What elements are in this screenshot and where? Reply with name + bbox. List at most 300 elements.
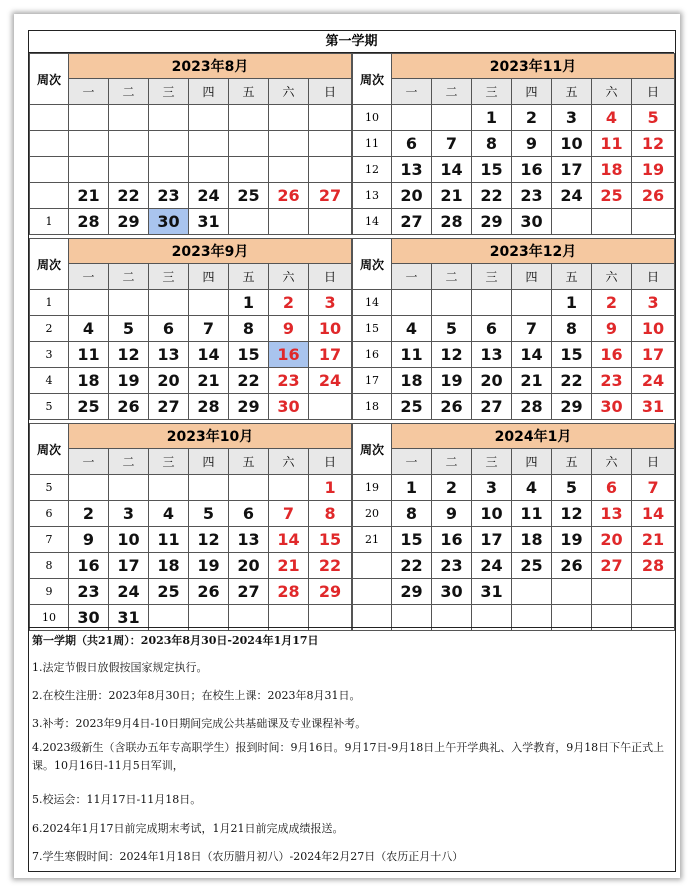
weekday-header: 三 <box>472 264 512 290</box>
day-cell: 25 <box>149 579 189 605</box>
weekday-header: 一 <box>392 264 432 290</box>
weekday-header: 一 <box>69 79 109 105</box>
day-cell: 29 <box>229 394 269 420</box>
week-number <box>30 131 69 157</box>
month-table-6 <box>352 423 675 631</box>
weekday-header: 五 <box>552 449 592 475</box>
day-cell: 22 <box>552 368 592 394</box>
day-cell: 21 <box>512 368 552 394</box>
day-cell: 9 <box>432 501 472 527</box>
day-cell: 24 <box>472 553 512 579</box>
day-cell: 20 <box>392 183 432 209</box>
day-cell: 4 <box>592 105 632 131</box>
note-7: 7.学生寒假时间：2024年1月18日（农历腊月初八）-2024年2月27日（农历正月十八） <box>32 850 464 863</box>
day-cell: 21 <box>189 368 229 394</box>
day-cell: 14 <box>269 527 309 553</box>
week-row <box>353 394 675 420</box>
day-cell: 15 <box>309 527 352 553</box>
week-row <box>353 316 675 342</box>
day-cell: 25 <box>512 553 552 579</box>
empty-day-cell <box>392 105 432 131</box>
day-cell: 8 <box>309 501 352 527</box>
empty-day-cell <box>632 579 675 605</box>
week-row <box>30 290 352 316</box>
day-cell: 11 <box>592 131 632 157</box>
day-cell: 26 <box>632 183 675 209</box>
empty-day-cell <box>189 105 229 131</box>
week-row <box>353 527 675 553</box>
day-cell: 18 <box>512 527 552 553</box>
day-cell: 23 <box>69 579 109 605</box>
week-number <box>30 183 69 209</box>
weekday-header: 四 <box>189 264 229 290</box>
week-number: 18 <box>353 394 392 420</box>
day-cell: 24 <box>109 579 149 605</box>
empty-day-cell <box>269 105 309 131</box>
note-5: 5.校运会：11月17日-11月18日。 <box>32 793 202 806</box>
weekday-header: 二 <box>432 449 472 475</box>
week-row <box>30 131 352 157</box>
day-cell: 23 <box>149 183 189 209</box>
day-cell: 18 <box>392 368 432 394</box>
month-header: 2023年12月 <box>392 239 675 264</box>
week-number: 6 <box>30 501 69 527</box>
day-cell: 27 <box>309 183 352 209</box>
day-cell: 5 <box>189 501 229 527</box>
weekday-header: 一 <box>69 449 109 475</box>
week-number <box>353 553 392 579</box>
day-cell: 16 <box>512 157 552 183</box>
day-cell: 4 <box>392 316 432 342</box>
note-3: 3.补考：2023年9月4日-10日期间完成公共基础课及专业课程补考。 <box>32 717 367 730</box>
empty-day-cell <box>472 290 512 316</box>
day-cell: 26 <box>189 579 229 605</box>
month-table-4 <box>352 238 675 420</box>
empty-day-cell <box>69 475 109 501</box>
empty-day-cell <box>432 290 472 316</box>
week-number: 13 <box>353 183 392 209</box>
day-cell: 12 <box>109 342 149 368</box>
empty-day-cell <box>592 209 632 235</box>
day-cell: 7 <box>189 316 229 342</box>
empty-day-cell <box>309 157 352 183</box>
day-cell: 15 <box>472 157 512 183</box>
day-cell: 30 <box>269 394 309 420</box>
week-number: 8 <box>30 553 69 579</box>
day-cell: 21 <box>632 527 675 553</box>
day-cell: 17 <box>552 157 592 183</box>
week-row <box>30 475 352 501</box>
day-cell: 20 <box>149 368 189 394</box>
day-cell: 29 <box>472 209 512 235</box>
weekday-header: 一 <box>392 449 432 475</box>
empty-day-cell <box>69 105 109 131</box>
week-column-header: 周次 <box>30 54 69 105</box>
empty-day-cell <box>109 131 149 157</box>
day-cell: 30 <box>592 394 632 420</box>
weekday-header: 六 <box>269 79 309 105</box>
day-cell: 30 <box>512 209 552 235</box>
week-row <box>353 131 675 157</box>
semester-title: 第一学期 <box>29 31 674 53</box>
week-number: 1 <box>30 290 69 316</box>
day-cell: 26 <box>552 553 592 579</box>
day-cell: 25 <box>229 183 269 209</box>
day-cell: 12 <box>432 342 472 368</box>
day-cell: 5 <box>109 316 149 342</box>
weekday-header: 二 <box>109 449 149 475</box>
weekday-header: 四 <box>189 79 229 105</box>
weekday-header: 日 <box>632 79 675 105</box>
day-cell: 15 <box>392 527 432 553</box>
day-cell: 14 <box>432 157 472 183</box>
week-column-header: 周次 <box>30 424 69 475</box>
day-cell: 21 <box>269 553 309 579</box>
empty-day-cell <box>229 105 269 131</box>
weekday-header: 三 <box>149 264 189 290</box>
day-cell: 17 <box>309 342 352 368</box>
day-cell: 25 <box>592 183 632 209</box>
day-cell: 27 <box>392 209 432 235</box>
empty-day-cell <box>309 105 352 131</box>
day-cell: 7 <box>512 316 552 342</box>
week-row <box>30 394 352 420</box>
page-shadow-frame <box>14 14 680 878</box>
note-2: 2.在校生注册：2023年8月30日；在校生上课：2023年8月31日。 <box>32 689 361 702</box>
day-cell: 3 <box>109 501 149 527</box>
day-cell: 29 <box>109 209 149 235</box>
week-row <box>30 157 352 183</box>
day-cell: 21 <box>69 183 109 209</box>
day-cell: 18 <box>149 553 189 579</box>
empty-day-cell <box>269 131 309 157</box>
weekday-header: 三 <box>472 449 512 475</box>
week-row <box>353 183 675 209</box>
week-column-header: 周次 <box>353 239 392 290</box>
weekday-header: 一 <box>69 264 109 290</box>
empty-day-cell <box>552 209 592 235</box>
day-cell: 23 <box>269 368 309 394</box>
day-cell: 30 <box>149 209 189 235</box>
day-cell: 20 <box>229 553 269 579</box>
empty-day-cell <box>309 394 352 420</box>
day-cell: 13 <box>149 342 189 368</box>
day-cell: 14 <box>189 342 229 368</box>
day-cell: 18 <box>69 368 109 394</box>
empty-day-cell <box>69 131 109 157</box>
day-cell: 12 <box>632 131 675 157</box>
week-row <box>30 105 352 131</box>
weekday-header: 二 <box>432 79 472 105</box>
week-number: 9 <box>30 579 69 605</box>
empty-day-cell <box>149 157 189 183</box>
weekday-header: 三 <box>149 79 189 105</box>
note-1: 1.法定节假日放假按国家规定执行。 <box>32 661 208 674</box>
weekday-header: 四 <box>512 79 552 105</box>
empty-day-cell <box>149 105 189 131</box>
day-cell: 24 <box>632 368 675 394</box>
weekday-header: 六 <box>592 449 632 475</box>
day-cell: 8 <box>392 501 432 527</box>
note-summary: 第一学期（共21周）：2023年8月30日-2024年1月17日 <box>32 634 319 647</box>
day-cell: 19 <box>189 553 229 579</box>
day-cell: 31 <box>109 605 149 631</box>
week-number: 21 <box>353 527 392 553</box>
week-number: 3 <box>30 342 69 368</box>
empty-day-cell <box>309 209 352 235</box>
day-cell: 27 <box>472 394 512 420</box>
week-row <box>30 183 352 209</box>
day-cell: 27 <box>229 579 269 605</box>
day-cell: 1 <box>552 290 592 316</box>
day-cell: 24 <box>552 183 592 209</box>
day-cell: 11 <box>512 501 552 527</box>
day-cell: 19 <box>109 368 149 394</box>
empty-day-cell <box>229 157 269 183</box>
weekday-header: 五 <box>229 449 269 475</box>
day-cell: 3 <box>552 105 592 131</box>
empty-day-cell <box>309 131 352 157</box>
day-cell: 3 <box>472 475 512 501</box>
week-row <box>353 553 675 579</box>
week-row <box>353 157 675 183</box>
day-cell: 13 <box>392 157 432 183</box>
empty-day-cell <box>269 157 309 183</box>
day-cell: 16 <box>432 527 472 553</box>
day-cell: 28 <box>269 579 309 605</box>
day-cell: 12 <box>552 501 592 527</box>
day-cell: 6 <box>229 501 269 527</box>
week-column-header: 周次 <box>353 424 392 475</box>
week-number <box>353 579 392 605</box>
empty-day-cell <box>189 290 229 316</box>
day-cell: 7 <box>432 131 472 157</box>
day-cell: 5 <box>632 105 675 131</box>
empty-day-cell <box>552 579 592 605</box>
day-cell: 8 <box>552 316 592 342</box>
empty-day-cell <box>432 105 472 131</box>
month-table-5 <box>29 423 352 631</box>
weekday-header: 日 <box>632 449 675 475</box>
day-cell: 29 <box>552 394 592 420</box>
note-6: 6.2024年1月17日前完成期末考试，1月21日前完成成绩报送。 <box>32 822 344 835</box>
week-number: 10 <box>30 605 69 631</box>
weekday-header: 六 <box>269 449 309 475</box>
week-row <box>30 553 352 579</box>
day-cell: 29 <box>309 579 352 605</box>
day-cell: 10 <box>109 527 149 553</box>
week-number: 16 <box>353 342 392 368</box>
day-cell: 6 <box>592 475 632 501</box>
day-cell: 30 <box>69 605 109 631</box>
weekday-header: 日 <box>632 264 675 290</box>
weekday-header: 二 <box>432 264 472 290</box>
day-cell: 10 <box>632 316 675 342</box>
month-header: 2023年9月 <box>69 239 352 264</box>
week-row <box>30 342 352 368</box>
day-cell: 2 <box>432 475 472 501</box>
day-cell: 22 <box>109 183 149 209</box>
month-table-3 <box>29 238 352 420</box>
day-cell: 2 <box>69 501 109 527</box>
day-cell: 3 <box>309 290 352 316</box>
weekday-header: 二 <box>109 264 149 290</box>
day-cell: 31 <box>189 209 229 235</box>
week-row <box>30 316 352 342</box>
day-cell: 19 <box>432 368 472 394</box>
week-number: 19 <box>353 475 392 501</box>
week-row <box>30 579 352 605</box>
day-cell: 17 <box>632 342 675 368</box>
empty-day-cell <box>512 290 552 316</box>
week-row <box>353 342 675 368</box>
day-cell: 20 <box>472 368 512 394</box>
day-cell: 5 <box>552 475 592 501</box>
day-cell: 18 <box>592 157 632 183</box>
weekday-header: 六 <box>592 264 632 290</box>
week-number <box>30 157 69 183</box>
empty-day-cell <box>189 131 229 157</box>
week-number: 20 <box>353 501 392 527</box>
week-row <box>353 105 675 131</box>
day-cell: 13 <box>229 527 269 553</box>
week-number: 10 <box>353 105 392 131</box>
month-table-1 <box>29 53 352 235</box>
empty-day-cell <box>69 157 109 183</box>
day-cell: 15 <box>552 342 592 368</box>
day-cell: 17 <box>472 527 512 553</box>
day-cell: 11 <box>69 342 109 368</box>
empty-day-cell <box>269 475 309 501</box>
empty-day-cell <box>229 475 269 501</box>
week-number: 15 <box>353 316 392 342</box>
weekday-header: 四 <box>189 449 229 475</box>
day-cell: 13 <box>592 501 632 527</box>
day-cell: 6 <box>392 131 432 157</box>
weekday-header: 五 <box>229 79 269 105</box>
week-number: 7 <box>30 527 69 553</box>
empty-day-cell <box>149 475 189 501</box>
empty-day-cell <box>592 579 632 605</box>
week-row <box>353 209 675 235</box>
day-cell: 31 <box>632 394 675 420</box>
day-cell: 1 <box>229 290 269 316</box>
day-cell: 16 <box>592 342 632 368</box>
weekday-header: 六 <box>269 264 309 290</box>
weekday-header: 五 <box>552 264 592 290</box>
week-number: 2 <box>30 316 69 342</box>
day-cell: 12 <box>189 527 229 553</box>
day-cell: 25 <box>392 394 432 420</box>
day-cell: 28 <box>512 394 552 420</box>
week-row <box>30 501 352 527</box>
week-row <box>353 501 675 527</box>
week-row <box>353 475 675 501</box>
day-cell: 28 <box>432 209 472 235</box>
day-cell: 5 <box>432 316 472 342</box>
day-cell: 9 <box>512 131 552 157</box>
week-number: 1 <box>30 209 69 235</box>
day-cell: 19 <box>552 527 592 553</box>
week-row <box>353 290 675 316</box>
empty-day-cell <box>109 475 149 501</box>
day-cell: 11 <box>149 527 189 553</box>
day-cell: 9 <box>69 527 109 553</box>
day-cell: 22 <box>309 553 352 579</box>
week-number: 5 <box>30 394 69 420</box>
empty-day-cell <box>229 131 269 157</box>
empty-day-cell <box>109 290 149 316</box>
week-row <box>30 368 352 394</box>
empty-day-cell <box>149 290 189 316</box>
day-cell: 9 <box>269 316 309 342</box>
day-cell: 24 <box>309 368 352 394</box>
week-number: 4 <box>30 368 69 394</box>
day-cell: 26 <box>432 394 472 420</box>
day-cell: 28 <box>189 394 229 420</box>
day-cell: 2 <box>512 105 552 131</box>
day-cell: 6 <box>149 316 189 342</box>
day-cell: 1 <box>309 475 352 501</box>
weekday-header: 日 <box>309 264 352 290</box>
empty-day-cell <box>189 157 229 183</box>
day-cell: 8 <box>472 131 512 157</box>
empty-day-cell <box>149 131 189 157</box>
day-cell: 8 <box>229 316 269 342</box>
day-cell: 10 <box>552 131 592 157</box>
empty-day-cell <box>632 209 675 235</box>
day-cell: 4 <box>512 475 552 501</box>
day-cell: 19 <box>632 157 675 183</box>
week-number: 17 <box>353 368 392 394</box>
month-table-2 <box>352 53 675 235</box>
calendar-sheet <box>28 30 676 872</box>
day-cell: 7 <box>269 501 309 527</box>
day-cell: 28 <box>632 553 675 579</box>
day-cell: 30 <box>432 579 472 605</box>
day-cell: 27 <box>149 394 189 420</box>
day-cell: 24 <box>189 183 229 209</box>
day-cell: 1 <box>472 105 512 131</box>
day-cell: 26 <box>109 394 149 420</box>
day-cell: 25 <box>69 394 109 420</box>
day-cell: 4 <box>149 501 189 527</box>
day-cell: 31 <box>472 579 512 605</box>
weekday-header: 五 <box>552 79 592 105</box>
day-cell: 1 <box>392 475 432 501</box>
week-row <box>353 368 675 394</box>
day-cell: 10 <box>309 316 352 342</box>
day-cell: 23 <box>592 368 632 394</box>
month-header: 2023年8月 <box>69 54 352 79</box>
month-header: 2024年1月 <box>392 424 675 449</box>
day-cell: 2 <box>592 290 632 316</box>
day-cell: 14 <box>512 342 552 368</box>
weekday-header: 三 <box>149 449 189 475</box>
note-4: 4.2023级新生（含联办五年专高职学生）报到时间：9月16日。9月17日-9月18日上午开学典礼、入学教育，9月18日下午正式上课。10月16日-11月5日军训， <box>32 741 665 772</box>
day-cell: 27 <box>592 553 632 579</box>
day-cell: 3 <box>632 290 675 316</box>
week-number <box>30 105 69 131</box>
weekday-header: 五 <box>229 264 269 290</box>
day-cell: 17 <box>109 553 149 579</box>
day-cell: 23 <box>432 553 472 579</box>
week-number: 12 <box>353 157 392 183</box>
day-cell: 4 <box>69 316 109 342</box>
day-cell: 28 <box>69 209 109 235</box>
day-cell: 20 <box>592 527 632 553</box>
month-header: 2023年10月 <box>69 424 352 449</box>
